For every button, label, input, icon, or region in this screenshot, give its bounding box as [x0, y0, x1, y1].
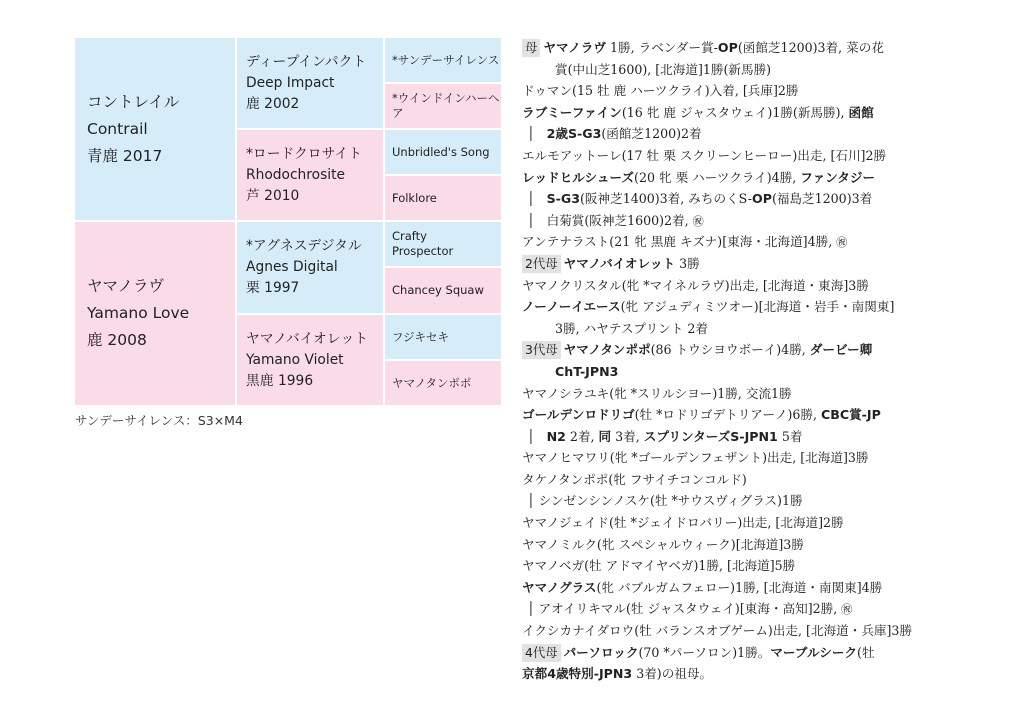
family-line	[522, 123, 954, 145]
family-line	[522, 426, 954, 448]
gen3-sds-name: Unbridled's Song	[392, 144, 490, 159]
race-name: ChT-JPN3	[555, 363, 619, 379]
record-text: (阪神芝1400)3着, みちのくS-	[580, 191, 753, 207]
horse-name: ラブミーファイン	[522, 104, 622, 120]
family-line	[522, 37, 954, 59]
record-text: アオイリキマル(牡 ジャスタウェイ)[東海・高知]2勝,	[538, 601, 842, 617]
dam-dam-cell	[237, 315, 383, 405]
continuation-bar-icon: │	[527, 493, 535, 509]
record-text: (牝 バブルガムフェロー)1勝, [北海道・南関東]4勝	[596, 579, 883, 595]
generation-tag: 母	[522, 39, 540, 57]
gen3-ddd-cell	[385, 361, 501, 405]
gen3-sss-cell	[385, 38, 501, 82]
dam-cell	[75, 222, 235, 405]
gen3-dss-cell	[385, 222, 501, 266]
horse-name: マーブルシーク	[770, 644, 858, 660]
dam-sire-name-ja: *アグネスデジタル	[246, 238, 362, 254]
record-text: 3着)の祖母。	[632, 666, 713, 682]
gen3-dss-name-1: Crafty	[392, 229, 427, 243]
sire-sire-name-en: Deep Impact	[246, 74, 335, 91]
family-line	[522, 469, 954, 491]
record-text: (福島芝1200)3着	[771, 191, 873, 207]
gen3-ssd-cell	[385, 84, 501, 128]
family-line	[522, 167, 954, 189]
record-text: (20 牝 栗 ハーツクライ)4勝,	[634, 169, 801, 185]
gen3-dsd-cell	[385, 268, 501, 313]
gen3-sdd-cell	[385, 176, 501, 220]
record-text: (16 牝 鹿 ジャスタウェイ)1勝(新馬勝),	[621, 104, 849, 120]
record-text: ヤマノベガ(牡 アドマイヤベガ)1勝, [北海道]5勝	[522, 558, 796, 574]
record-text: エルモアットーレ(17 牡 栗 スクリーンヒーロー)出走, [石川]2勝	[522, 147, 887, 163]
active-mark-icon: ㊗	[836, 236, 848, 250]
sire-sire-cell	[237, 38, 383, 128]
record-text: 白菊賞(阪神芝1600)2着,	[546, 212, 693, 228]
family-line	[522, 404, 954, 426]
horse-name: パーソロック	[563, 644, 639, 660]
sire-dam-name-en: Rhodochrosite	[246, 166, 346, 183]
gen3-dsd-name: Chancey Squaw	[392, 283, 484, 297]
sire-name-en: Contrail	[87, 119, 148, 138]
horse-name: ゴールデンロドリゴ	[522, 407, 635, 423]
horse-name: ノーノーイエース	[522, 299, 621, 315]
dam-dam-name-ja: ヤマノバイオレット	[246, 330, 369, 347]
record-text: 3着,	[611, 428, 644, 444]
continuation-bar-icon: │	[527, 191, 535, 207]
family-line	[522, 663, 954, 685]
race-name: N2	[546, 428, 566, 444]
race-name: 2歳S-G3	[546, 126, 602, 142]
family-line	[522, 642, 954, 664]
generation-tag: 3代母	[522, 341, 561, 359]
record-text: (牝 アジュディミツオー)[北海道・岩手・南関東]	[620, 299, 895, 315]
sire-cell	[75, 38, 235, 220]
record-text: 5着	[777, 428, 803, 444]
active-mark-icon: ㊗	[692, 214, 704, 228]
gen3-sdd-name: Folklore	[392, 190, 437, 205]
record-text: 2着,	[565, 428, 599, 444]
dam-sire-info: 栗 1997	[246, 280, 300, 296]
family-line	[522, 102, 954, 124]
family-line	[522, 188, 954, 210]
record-text: ヤマノジェイド(牡 *ジェイドロバリー)出走, [北海道]2勝	[522, 515, 844, 531]
gen3-sss-name: *サンデーサイレンス	[392, 52, 500, 67]
horse-name: レッドヒルシューズ	[522, 169, 635, 185]
sire-dam-name-ja: *ロードクロサイト	[246, 145, 363, 162]
continuation-bar-icon: │	[527, 601, 535, 617]
record-text: (牡	[857, 644, 875, 660]
race-name: ファンタジー	[800, 169, 876, 185]
grade-text: OP	[752, 191, 772, 207]
family-record	[522, 37, 954, 685]
family-line	[522, 59, 954, 81]
sire-info: 青鹿 2017	[87, 146, 163, 165]
record-text: (86 トウシヨウボーイ)4勝,	[650, 342, 810, 358]
family-line	[522, 210, 954, 232]
record-text: タケノタンポポ(牝 フサイチコンコルド)	[522, 471, 747, 487]
dam-dam-info: 黒鹿 1996	[246, 372, 314, 389]
race-name: CBC賞-JP	[820, 407, 881, 423]
continuation-bar-icon: │	[527, 212, 535, 228]
family-line	[522, 361, 954, 383]
gen3-dds-cell	[385, 315, 501, 359]
record-text: 3勝	[675, 255, 700, 271]
record-text: (函館芝1200)2着	[601, 126, 702, 142]
record-text: ヤマノシラユキ(牝 *スリルシヨー)1勝, 交流1勝	[522, 385, 792, 401]
sire-dam-info: 芦 2010	[246, 187, 300, 204]
dam-info: 鹿 2008	[87, 331, 147, 349]
horse-name: ヤマノバイオレット	[563, 255, 676, 271]
record-text: ドゥマン(15 牡 鹿 ハーツクライ)入着, [兵庫]2勝	[522, 83, 799, 99]
family-line	[522, 512, 954, 534]
gen3-ssd-name: *ウインドインハーヘア	[392, 91, 500, 120]
dam-sire-name-en: Agnes Digital	[246, 259, 338, 275]
record-text: イクシカナイダロウ(牡 バランスオブゲーム)出走, [北海道・兵庫]3勝	[522, 623, 913, 639]
race-name: ダービー卿	[809, 342, 873, 358]
family-line	[522, 231, 954, 253]
gen3-dds-name: フジキセキ	[392, 329, 450, 344]
family-line	[522, 534, 954, 556]
dam-name-ja: ヤマノラヴ	[87, 277, 165, 295]
record-text: ヤマノヒマワリ(牝 *ゴールデンフェザント)出走, [北海道]3勝	[522, 450, 869, 466]
active-mark-icon: ㊗	[841, 603, 853, 617]
family-line	[522, 318, 954, 340]
family-line	[522, 145, 954, 167]
record-text: ヤマノクリスタル(牝 *マイネルラヴ)出走, [北海道・東海]3勝	[522, 277, 869, 293]
dam-name-en: Yamano Love	[87, 304, 190, 322]
sire-name-ja: コントレイル	[87, 92, 180, 111]
family-line	[522, 339, 954, 361]
family-line	[522, 490, 954, 512]
family-line	[522, 447, 954, 469]
gen3-ddd-name: ヤマノタンポポ	[392, 375, 472, 390]
record-text: ヤマノミルク(牝 スペシャルウィーク)[北海道]3勝	[522, 536, 804, 552]
pedigree-table	[75, 38, 501, 405]
horse-name: ヤマノグラス	[522, 579, 597, 595]
generation-tag: 4代母	[522, 644, 561, 662]
family-line	[522, 555, 954, 577]
record-text: 賞(中山芝1600), [北海道]1勝(新馬勝)	[555, 61, 772, 77]
grade-text: OP	[717, 40, 738, 55]
sire-dam-cell	[237, 130, 383, 220]
family-line	[522, 80, 954, 102]
generation-tag: 2代母	[522, 255, 561, 273]
sire-sire-info: 鹿 2002	[246, 95, 300, 112]
race-name: S-G3	[546, 191, 581, 207]
record-text: (函館芝1200)3着, 菜の花	[737, 40, 884, 55]
horse-name: ヤマノタンポポ	[563, 342, 651, 358]
family-line	[522, 620, 954, 642]
record-text: アンテナラスト(21 牝 黒鹿 キズナ)[東海・北海道]4勝,	[522, 234, 837, 250]
record-text: (牡 *ロドリゴデトリアーノ)6勝,	[634, 407, 821, 423]
family-line	[522, 253, 954, 275]
inbreeding-note: サンデーサイレンス：S3×M4	[75, 413, 243, 428]
family-line	[522, 383, 954, 405]
gen3-dss-name-2: Prospector	[392, 244, 454, 258]
family-line	[522, 598, 954, 620]
race-name: 函館	[848, 104, 874, 120]
record-text: 1勝, ラベンダー賞-	[605, 40, 718, 55]
horse-name: ヤマノラヴ	[543, 40, 606, 55]
sire-sire-name-ja: ディープインパクト	[246, 53, 367, 70]
gen3-sds-cell	[385, 130, 501, 174]
continuation-bar-icon: │	[527, 126, 535, 142]
continuation-bar-icon: │	[527, 428, 535, 444]
family-line	[522, 577, 954, 599]
race-name: 同	[598, 428, 612, 444]
race-name: スプリンターズS-JPN1	[643, 428, 778, 444]
dam-sire-cell	[237, 222, 383, 313]
record-text: (70 *パーソロン)1勝。	[638, 644, 771, 660]
record-text: シンゼンシンノスケ(牡 *サウスヴィグラス)1勝	[538, 493, 803, 509]
dam-dam-name-en: Yamano Violet	[246, 351, 344, 368]
race-name: 京都4歳特別-JPN3	[522, 666, 633, 682]
family-line	[522, 296, 954, 318]
record-text: 3勝, ハヤテスプリント 2着	[555, 320, 708, 336]
family-line	[522, 275, 954, 297]
